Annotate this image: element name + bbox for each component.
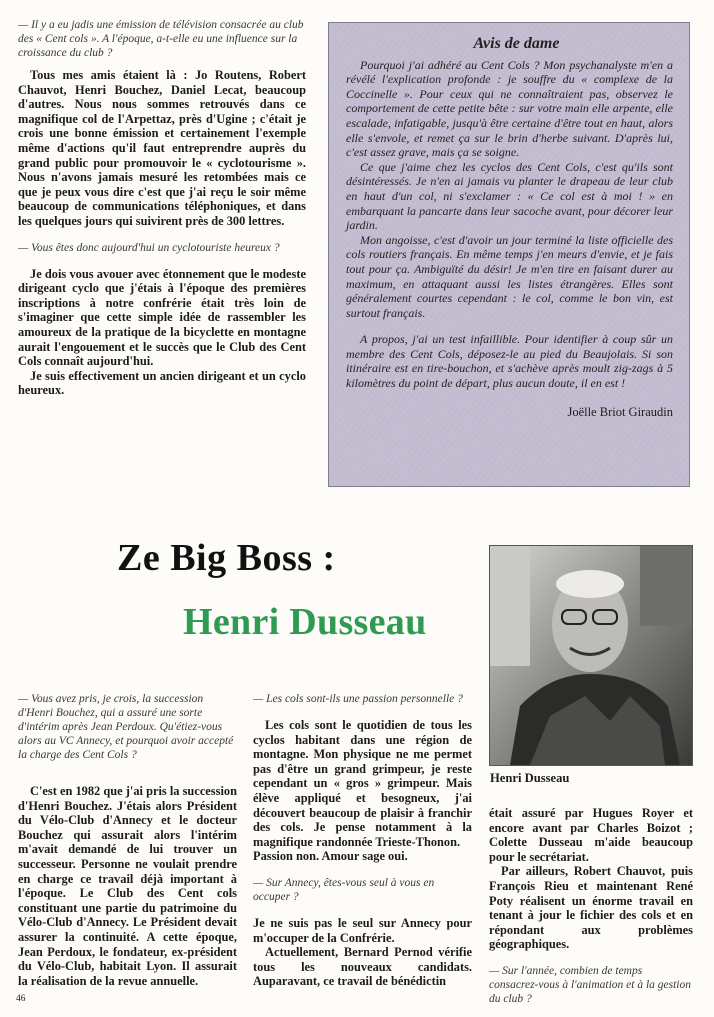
answer-passion-end: Passion non. Amour sage oui.: [253, 849, 408, 864]
answer-team-cont: Par ailleurs, Robert Chauvot, puis François Rieu et maintenant René Poty réalisent un énorme travail en tenant à jour le fichier des cols et en répondant aux problèmes géographiques.: [489, 864, 693, 952]
avis-paragraph-2: Ce que j'aime chez les cyclos des Cent Cols, c'est qu'ils sont désintéressés. Je n'en ai jamais vu planter le drapeau de leur club en haut d'un col, ni s'exclamer : « Ce col est à moi ! » en embarquant la pancarte dans leur sacoche avant, pour décorer leur jardin.: [346, 159, 673, 233]
page-number: 46: [16, 994, 26, 1004]
answer-passion: Les cols sont le quotidien de tous les cyclos habitant dans une région de montagne. Mon physique ne me permet pas d'être un grand grimpeur, je reste cependant un « gros » grimpeur. Mais élève appliqué et besogneux, j'ai découvert beaucoup de plaisir à franchir des cols. Je pense notamment à la magnifique randonnée Trieste-Thonon.: [253, 718, 472, 849]
answer-annecy-cont: Actuellement, Bernard Pernod vérifie tous les nouveaux candidats. Auparavant, ce travail de bénédictin: [253, 945, 472, 989]
question-annecy: — Sur Annecy, êtes-vous seul à vous en occuper ?: [253, 876, 435, 903]
interview-column-3: [489, 806, 693, 1006]
interview-column-2: [253, 692, 472, 989]
question-happy-cyclist: — Vous êtes donc aujourd'hui un cyclotouriste heureux ?: [18, 241, 280, 254]
avis-de-dame-box: [328, 22, 690, 487]
question-passion: — Les cols sont-ils une passion personnelle ?: [253, 693, 463, 705]
question-tv-show: — Il y a eu jadis une émission de télévision consacrée au club des « Cent cols ». A l'époque, a-t-elle eu une influence sur la croissance du club ?: [18, 19, 304, 59]
avis-paragraph-1: Pourquoi j'ai adhéré au Cent Cols ? Mon psychanalyste m'en a révélé l'explication profonde : je souffre du « complexe de la Coccinelle ». Pour ceux qui ne connaîtraient pas, observez le comportement de cette petite bête : sur votre main elle arpente, elle escalade, infatigable, jusqu'à être certaine d'être tout en haut, alors elle s'envole, et remet ça sur le brin d'herbe suivant. D'après lui, c'est assez grave, mais ça se soigne.: [346, 57, 673, 160]
answer-team: était assuré par Hugues Royer et encore avant par Charles Boizot ; Colette Dusseau m'aide beaucoup pour le secrétariat.: [489, 806, 693, 864]
answer-succession: C'est en 1982 que j'ai pris la succession d'Henri Bouchez. J'étais alors Président du Vélo-Club d'Annecy et le docteur Bouchez qui assurait alors l'intérim m'avait demandé de lui trouver un successeur. Personne ne voulait prendre en charge ce travail déjà important à l'époque. Le Club des Cent cols constituant une partie du patrimoine du Vélo-Club d'Annecy. Le Président devait assurer la continuité. A cette époque, Jean Perdoux, le fondateur, ex-président du Vélo-Club, habitait Lyon. Il assurait la réalisation de la revue annuelle.: [18, 784, 237, 988]
headline-big-boss: Ze Big Boss :: [117, 537, 336, 579]
portrait-photo: [489, 545, 693, 766]
avis-title: Avis de dame: [473, 35, 560, 52]
interview-column-1: [18, 692, 237, 988]
avis-paragraph-3: Mon angoisse, c'est d'avoir un jour terminé la liste officielle des cols routiers français. En même temps j'en meurs d'envie, et je fais tout pour ça. Ambiguïté du désir! Je m'en tire en faisant durer au maximum, en attaquant aussi les listes étrangères. Elles sont généralement courtes cependant : le col, comme le bon vin, est surtout français.: [346, 232, 673, 320]
avis-paragraph-4: A propos, j'ai un test infaillible. Pour identifier à coup sûr un membre des Cent Cols, déposez-le au pied du Beaujolais. Si son itinéraire est en tire-bouchon, et s'achève après moult zig-zags à 5 kilomètres du point de départ, plus aucun doute, il en est !: [346, 332, 673, 391]
answer-annecy: Je ne suis pas le seul sur Annecy pour m'occuper de la Confrérie.: [253, 915, 472, 945]
interview-column-top: [18, 18, 306, 398]
portrait-photo-icon: [490, 546, 692, 765]
avis-signature: Joëlle Briot Giraudin: [567, 404, 673, 419]
answer-tv-show: Tous mes amis étaient là : Jo Routens, Robert Chauvot, Henri Bouchez, Daniel Lecat, beaucoup d'autres. Nous nous sommes retrouvés dans ce magnifique col de l'Arpettaz, près d'Ugine ; c'était je crois une bonne émission et certainement l'exemple même d'actions qu'il faut entreprendre auprès du grand public pour promouvoir le « cyclotourisme ». Nous n'avons jamais mesuré les retombées mais ce que je peux vous dire c'est que j'ai reçu le soir même beaucoup de communications téléphoniques, et dans les quelques jours qui suivirent près de 300 lettres.: [18, 68, 306, 228]
answer-happy-cyclist: Je dois vous avouer avec étonnement que le modeste dirigeant cyclo que j'étais à l'époque des premières inscriptions à notre confrérie était très loin de s'imaginer que cette simple idée de rassembler les amoureux de la pratique de la bicyclette en montagne aurait l'engouement et le succès que le Club des Cent Cols connaît aujourd'hui.: [18, 266, 306, 369]
headline-name: Henri Dusseau: [183, 601, 427, 643]
question-time: — Sur l'année, combien de temps consacrez-vous à l'animation et à la gestion du club ?: [489, 964, 691, 1005]
photo-caption: Henri Dusseau: [490, 771, 570, 785]
answer-happy-cyclist-end: Je suis effectivement un ancien dirigeant et un cyclo heureux.: [18, 368, 306, 398]
question-succession: — Vous avez pris, je crois, la succession d'Henri Bouchez, qui a assuré une sorte d'intérim après Jean Perdoux. Qu'étiez-vous alors au VC Annecy, et pourquoi avoir accepté la charge des Cent Cols ?: [18, 693, 234, 761]
